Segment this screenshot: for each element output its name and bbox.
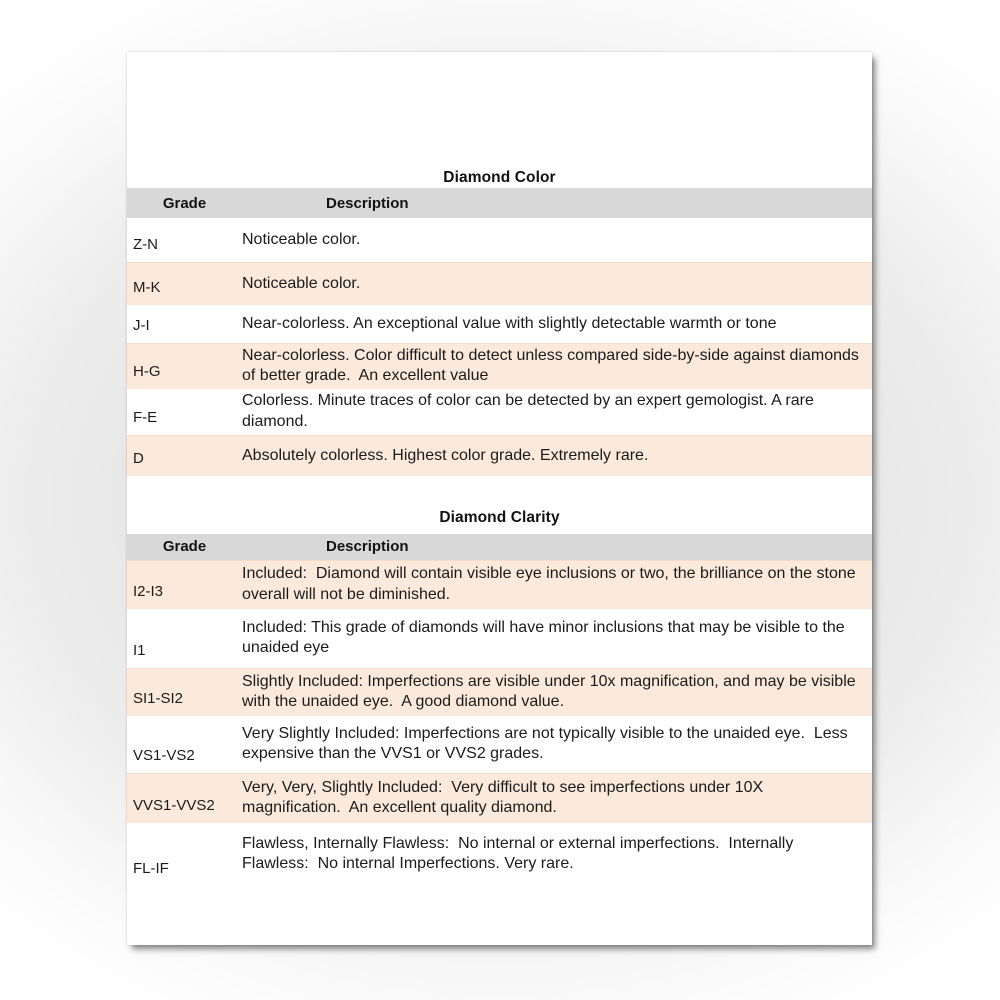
table-row: [127, 669, 872, 716]
table-header-row: [127, 534, 872, 561]
table-row: [127, 561, 872, 609]
grade-cell: F-E: [133, 409, 158, 426]
table-row: [127, 716, 872, 774]
table-header-row: [127, 188, 872, 218]
table-row: [127, 389, 872, 436]
description-column-header: Description: [326, 538, 409, 556]
diamond-color-title: Diamond Color: [443, 169, 556, 186]
grade-cell: FL-IF: [133, 859, 169, 877]
description-cell: Noticeable color.: [242, 230, 361, 248]
description-cell: Included: This grade of diamonds will have minor inclusions that may be visible to the unaided eye: [242, 618, 850, 657]
grade-cell: J-I: [133, 316, 150, 334]
grade-cell: D: [133, 449, 144, 467]
description-cell: Near-colorless. An exceptional value with slightly detectable warmth or tone: [242, 314, 777, 332]
description-cell: Absolutely colorless. Highest color grade. Extremely rare.: [242, 446, 649, 464]
grade-column-header: Grade: [162, 538, 207, 556]
table-row: [127, 262, 872, 305]
document-page: [127, 52, 872, 945]
grade-cell: SI1-SI2: [133, 689, 184, 707]
description-cell: Flawless, Internally Flawless: No internal or external imperfections. Internally Flawless: No internal Imperfections. Very rare.: [242, 834, 798, 872]
grade-cell: M-K: [133, 279, 161, 296]
description-cell: Very, Very, Slightly Included: Very difficult to see imperfections under 10X magnification. An excellent quality diamond.: [242, 778, 768, 817]
diamond-clarity-title: Diamond Clarity: [439, 508, 560, 526]
grade-cell: Z-N: [133, 235, 158, 253]
description-cell: Slightly Included: Imperfections are visible under 10x magnification, and may be visible with the unaided eye. A good diamond value.: [242, 672, 861, 711]
description-cell: Colorless. Minute traces of color can be detected by an expert gemologist. A rare diamond.: [242, 392, 819, 430]
diamond-color-table: [127, 188, 872, 476]
grade-cell: VVS1-VVS2: [133, 796, 215, 814]
grade-cell: I1: [133, 642, 146, 659]
description-cell: Noticeable color.: [242, 274, 361, 292]
table-row: [127, 343, 872, 389]
description-cell: Very Slightly Included: Imperfections are not typically visible to the unaided eye. Less expensive than the VVS1 or VVS2 grades.: [242, 724, 853, 763]
table-row: [127, 774, 872, 823]
grade-column-header: Grade: [162, 194, 207, 212]
description-cell: Included: Diamond will contain visible eye inclusions or two, the brilliance on the stone overall will not be diminished.: [242, 565, 861, 603]
grade-cell: H-G: [133, 362, 161, 380]
table-row: [127, 436, 872, 476]
grade-cell: I2-I3: [133, 582, 164, 600]
grade-cell: VS1-VS2: [133, 747, 195, 764]
description-cell: Near-colorless. Color difficult to detect unless compared side-by-side against diamonds of better grade. An excellent value: [242, 346, 864, 384]
table-row: [127, 218, 872, 262]
table-row: [127, 305, 872, 343]
table-row: [127, 609, 872, 669]
table-row: [127, 823, 872, 886]
diamond-clarity-table: [127, 534, 872, 886]
description-column-header: Description: [326, 194, 409, 212]
